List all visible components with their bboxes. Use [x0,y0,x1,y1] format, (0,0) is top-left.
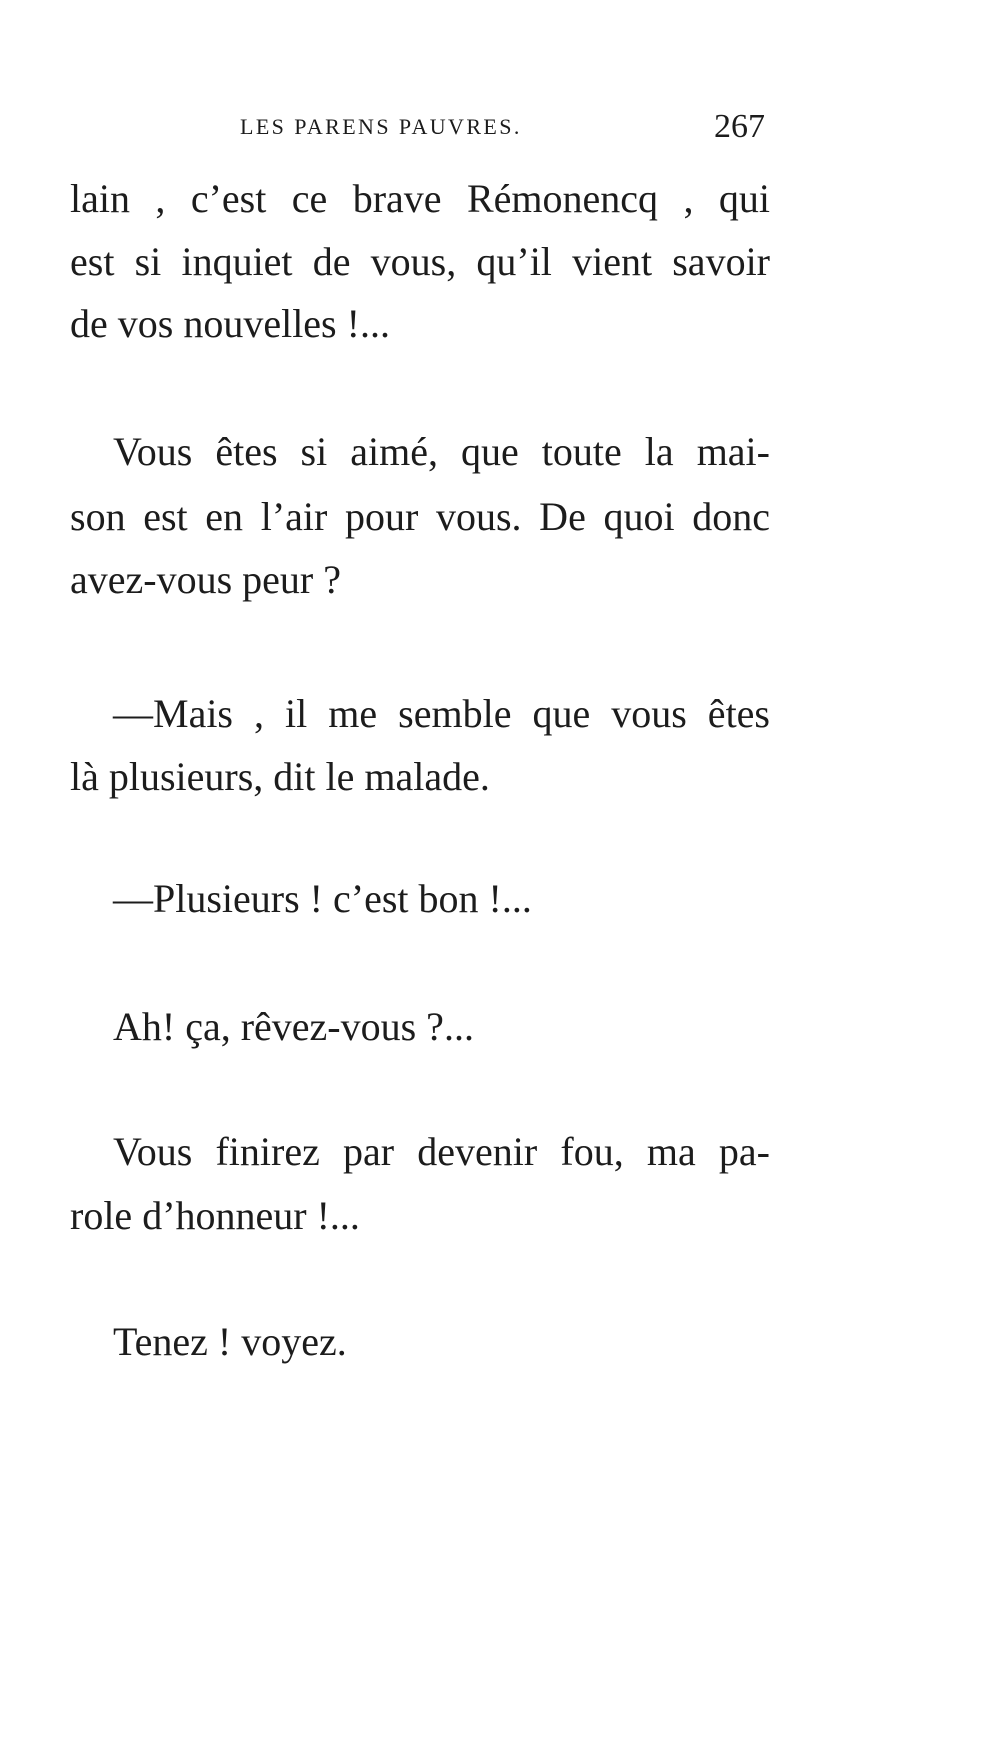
text-line: —Plusieurs ! c’est bon !... [113,876,532,921]
text-line: lain , c’est ce brave Rémonencq , qui [70,176,770,221]
text-line: est si inquiet de vous, qu’il vient savoir [70,239,770,284]
text-line: là plusieurs, dit le malade. [70,754,490,799]
text-line: role d’honneur !... [70,1193,360,1238]
running-head [240,108,765,148]
text-line: son est en l’air pour vous. De quoi donc [70,494,770,539]
text-line: Vous êtes si aimé, que toute la mai- [113,429,770,474]
text-line: Ah! ça, rêvez-vous ?... [113,1004,474,1049]
text-line: Tenez ! voyez. [113,1319,347,1364]
page-number: 267 [714,108,765,145]
text-line: Vous finirez par devenir fou, ma pa- [113,1129,770,1174]
text-line: de vos nouvelles !... [70,301,390,346]
running-title: LES PARENS PAUVRES. [240,114,522,139]
text-line: avez-vous peur ? [70,557,341,602]
text-line: —Mais , il me semble que vous êtes [113,691,770,736]
